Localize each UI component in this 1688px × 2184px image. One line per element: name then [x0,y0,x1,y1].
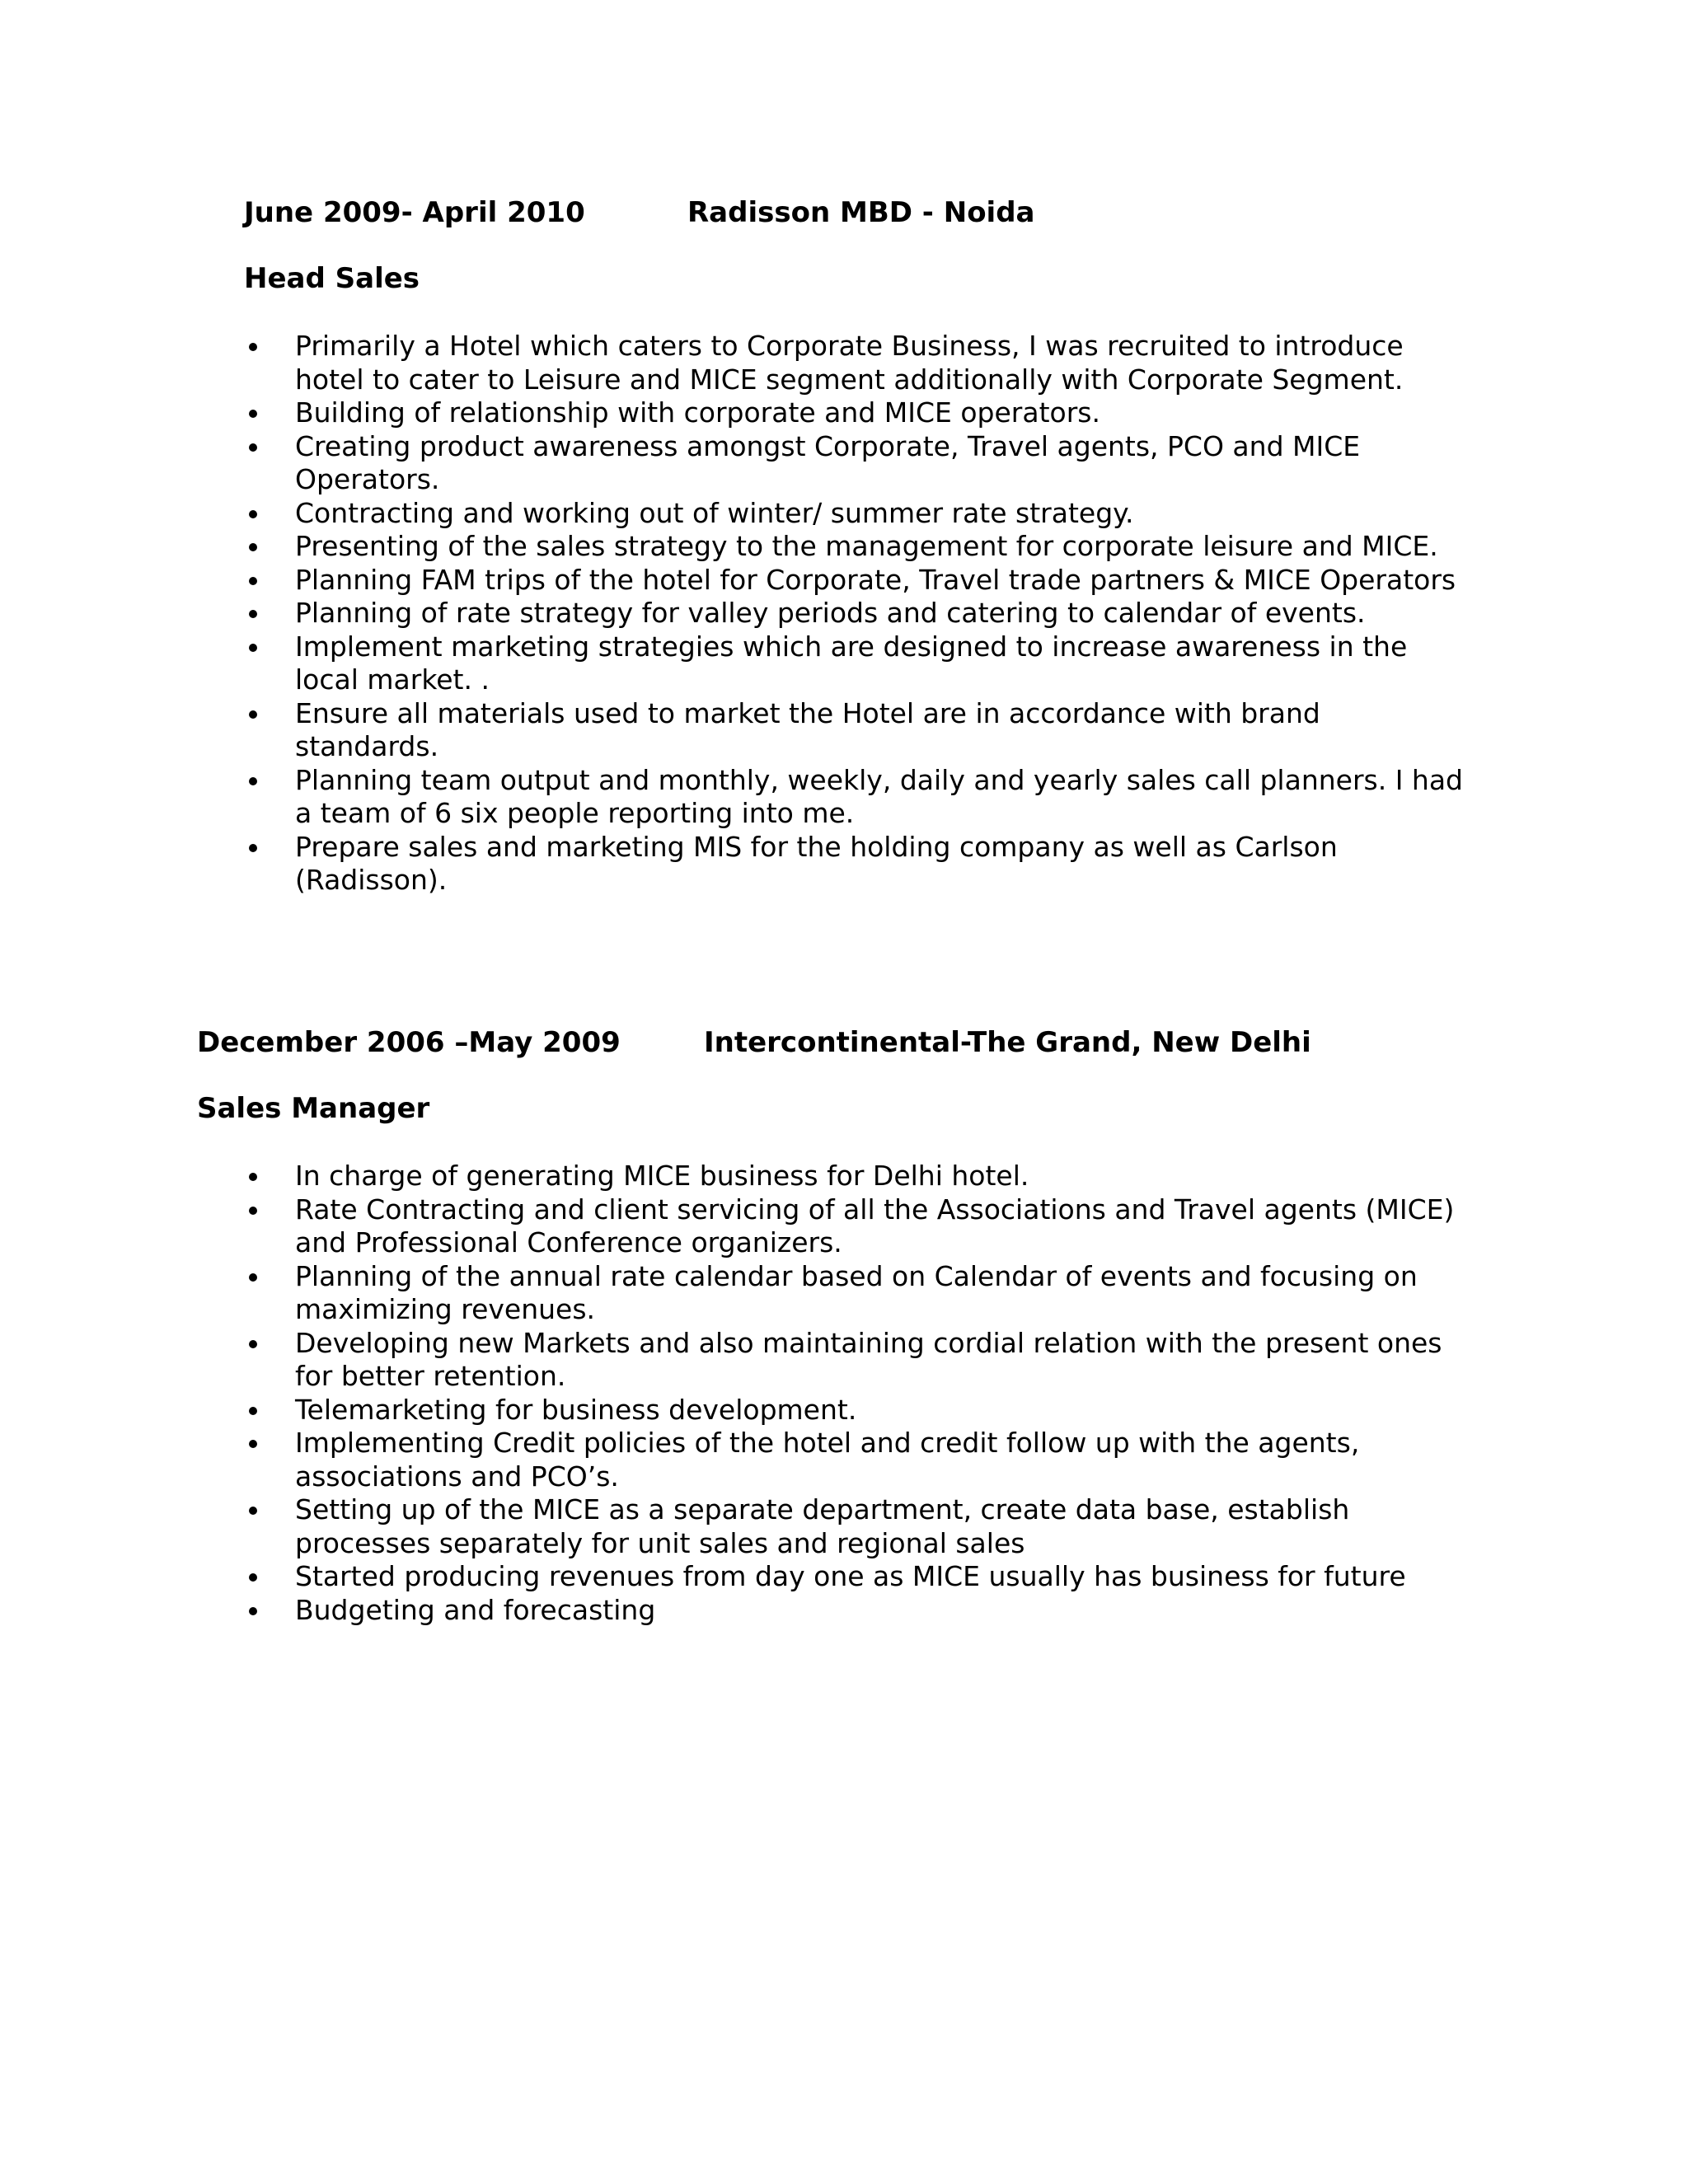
job-heading-radisson [244,196,1068,229]
bullet-item [246,1493,1474,1560]
bullet-item [246,396,1465,430]
bullet-text: Presenting of the sales strategy to the management for corporate leisure and MICE. [295,530,1438,562]
responsibilities-list-intercontinental [246,1160,1474,1627]
bullet-text: Planning team output and monthly, weekly, daily and yearly sales call planners. I had a team of 6 six people reporting into me. [295,763,1464,829]
bullet-item [246,831,1465,898]
job-period: December 2006 –May 2009 [197,1026,621,1059]
bullet-text: Implementing Credit policies of the hotel and credit follow up with the agents, associations and PCO’s. [295,1427,1360,1493]
bullet-text: Primarily a Hotel which caters to Corporate Business, I was recruited to introduce hotel to cater to Leisure and MICE segment additionally with Corporate Segment. [295,330,1404,396]
bullet-item [246,1427,1474,1493]
bullet-item [246,1193,1474,1260]
bullet-text: Rate Contracting and client servicing of all the Associations and Travel agents (MICE) and Professional Conference organizers. [295,1193,1455,1258]
bullet-item [246,1160,1474,1193]
bullet-text: Planning FAM trips of the hotel for Corporate, Travel trade partners & MICE Operators [295,563,1456,596]
job-company: Intercontinental-The Grand, New Delhi [704,1026,1311,1059]
bullet-item [246,497,1465,531]
responsibilities-list-radisson [246,330,1465,898]
bullet-item [246,764,1465,831]
bullet-text: Contracting and working out of winter/ summer rate strategy. [295,496,1134,529]
bullet-item [246,530,1465,564]
bullet-item [246,430,1465,497]
bullet-item [246,1594,1474,1628]
bullet-text: In charge of generating MICE business for Delhi hotel. [295,1160,1029,1192]
bullet-text: Planning of the annual rate calendar based on Calendar of events and focusing on maximizing revenues. [295,1259,1418,1325]
bullet-text: Prepare sales and marketing MIS for the holding company as well as Carlson (Radisson). [295,830,1338,896]
bullet-item [246,697,1465,764]
bullet-text: Implement marketing strategies which are designed to increase awareness in the local market. . [295,630,1408,696]
bullet-item [246,1394,1474,1427]
job-role: Sales Manager [197,1092,430,1125]
bullet-text: Telemarketing for business development. [295,1393,857,1426]
bullet-item [246,630,1465,697]
bullet-item [246,564,1465,598]
bullet-item [246,330,1465,396]
bullet-text: Budgeting and forecasting [295,1593,656,1626]
bullet-item [246,597,1465,630]
job-period: June 2009- April 2010 [244,196,585,229]
bullet-text: Started producing revenues from day one as MICE usually has business for future [295,1560,1406,1592]
bullet-text: Creating product awareness amongst Corporate, Travel agents, PCO and MICE Operators. [295,429,1361,495]
bullet-item [246,1560,1474,1594]
job-heading-intercontinental [197,1026,1351,1059]
bullet-text: Developing new Markets and also maintaining cordial relation with the present ones for better retention. [295,1326,1442,1392]
bullet-item [246,1260,1474,1327]
bullet-text: Ensure all materials used to market the Hotel are in accordance with brand standards. [295,696,1320,762]
job-company: Radisson MBD - Noida [687,196,1035,229]
job-role: Head Sales [244,262,420,295]
bullet-item [246,1327,1474,1394]
bullet-text: Setting up of the MICE as a separate department, create data base, establish processes separately for unit sales and regional sales [295,1493,1350,1559]
bullet-text: Building of relationship with corporate and MICE operators. [295,396,1100,429]
bullet-text: Planning of rate strategy for valley periods and catering to calendar of events. [295,597,1366,629]
